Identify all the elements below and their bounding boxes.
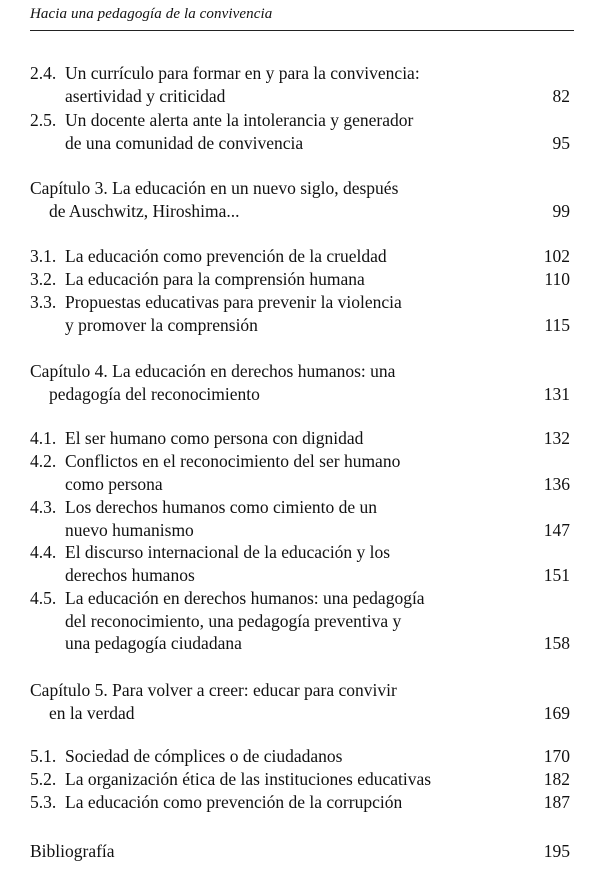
toc-entry-line <box>30 519 570 542</box>
toc-entry-line <box>30 314 570 337</box>
page-number: 169 <box>543 702 570 723</box>
page-number: 131 <box>543 383 570 404</box>
entry-title-text: pedagogía del reconocimiento <box>49 383 260 404</box>
toc-chapter-entry <box>30 679 570 724</box>
toc-entry-line <box>30 383 570 406</box>
toc-section-entry <box>30 268 570 291</box>
entry-title-text: nuevo humanismo <box>65 519 194 540</box>
page-number: 132 <box>543 428 570 448</box>
toc-chapter-entry <box>30 360 570 405</box>
entry-title-text: de una comunidad de convivencia <box>65 132 304 153</box>
entry-title-text: Conflictos en el reconocimiento del ser humano <box>65 451 401 471</box>
page-number: 182 <box>543 769 570 789</box>
entry-title-text: La educación como prevención de la corrupción <box>65 792 403 812</box>
section-number: 5.3. <box>30 792 57 812</box>
toc-entry-line <box>30 177 570 200</box>
toc-section-entry <box>30 245 570 268</box>
entry-title-text: La organización ética de las instituciones educativas <box>65 769 432 789</box>
toc-section-entry <box>30 587 570 655</box>
section-number: 3.2. <box>30 269 57 289</box>
toc-entry-line <box>30 360 570 383</box>
toc-entry-line <box>30 496 570 519</box>
toc-entry-line <box>30 268 570 291</box>
entry-title-text: Un currículo para formar en y para la convivencia: <box>65 63 420 83</box>
toc-entry-line <box>30 564 570 587</box>
entry-title-text: Un docente alerta ante la intolerancia y generador <box>65 110 414 130</box>
toc-section-entry <box>30 62 570 107</box>
page-number: 110 <box>544 269 570 289</box>
section-number: 3.3. <box>30 292 57 312</box>
page-number: 151 <box>543 564 570 585</box>
page-number: 82 <box>552 85 570 106</box>
entry-title-text: asertividad y criticidad <box>65 85 226 106</box>
page-number: 170 <box>543 746 570 766</box>
toc-entry-line <box>30 840 570 863</box>
section-number: 5.1. <box>30 746 57 766</box>
toc-section-entry <box>30 768 570 791</box>
page-number: 187 <box>543 792 570 812</box>
toc-entry-line <box>30 132 570 155</box>
entry-title-text: como persona <box>65 473 163 494</box>
entry-title-text: Capítulo 5. Para volver a creer: educar para convivir <box>30 680 397 700</box>
toc-section-entry <box>30 745 570 768</box>
section-number: 4.5. <box>30 588 57 608</box>
entry-title-text: Capítulo 3. La educación en un nuevo siglo, después <box>30 178 399 198</box>
toc-entry-line <box>30 473 570 496</box>
section-number: 4.3. <box>30 497 57 517</box>
entry-title-text: La educación como prevención de la crueldad <box>65 246 387 266</box>
page-number: 195 <box>543 841 570 861</box>
entry-title-text: El ser humano como persona con dignidad <box>65 428 364 448</box>
section-number: 4.4. <box>30 542 57 562</box>
toc-section-entry <box>30 291 570 336</box>
page-number: 102 <box>543 246 570 266</box>
toc-entry-line <box>30 109 570 132</box>
toc-entry-line <box>30 427 570 450</box>
running-header: Hacia una pedagogía de la convivencia <box>30 6 273 22</box>
section-number: 3.1. <box>30 246 57 266</box>
toc-entry-line <box>30 85 570 108</box>
toc-entry-line <box>30 632 570 655</box>
toc-entry-line <box>30 245 570 268</box>
entry-title-text: Los derechos humanos como cimiento de un <box>65 497 378 517</box>
page-number: 158 <box>543 633 570 653</box>
toc-section-entry <box>30 496 570 541</box>
section-number: 4.1. <box>30 428 57 448</box>
entry-title-text: de Auschwitz, Hiroshima... <box>49 200 240 221</box>
entry-title-text: derechos humanos <box>65 564 195 585</box>
page-number: 95 <box>552 132 570 153</box>
section-number: 2.4. <box>30 63 57 83</box>
entry-title-text: La educación en derechos humanos: una pedagogía <box>65 588 425 608</box>
toc-entry-line <box>30 587 570 610</box>
entry-title-text: del reconocimiento, una pedagogía preventiva y <box>65 610 402 631</box>
toc-entry-line <box>30 768 570 791</box>
section-number: 2.5. <box>30 110 57 130</box>
toc-entry-line <box>30 200 570 223</box>
toc-entry-line <box>30 679 570 702</box>
entry-title-text: Sociedad de cómplices o de ciudadanos <box>65 746 343 766</box>
page-number: 147 <box>543 519 570 540</box>
toc-chapter-entry <box>30 177 570 222</box>
toc-entry-line <box>30 291 570 314</box>
section-number: 5.2. <box>30 769 57 789</box>
toc-section-entry <box>30 541 570 586</box>
toc-entry-line <box>30 745 570 768</box>
toc-chapter-entry <box>30 840 570 863</box>
page-number: 115 <box>544 314 570 335</box>
section-number: 4.2. <box>30 451 57 471</box>
entry-title-text: y promover la comprensión <box>65 314 258 335</box>
toc-entry-line <box>30 62 570 85</box>
toc-entry-line <box>30 791 570 814</box>
page-number: 136 <box>543 473 570 494</box>
toc-section-entry <box>30 427 570 450</box>
entry-title-text: El discurso internacional de la educación y los <box>65 542 391 562</box>
toc-section-entry <box>30 450 570 495</box>
toc-entry-line <box>30 610 570 633</box>
page-number: 99 <box>552 200 570 221</box>
entry-title-text: Bibliografía <box>30 841 115 861</box>
entry-title-text: una pedagogía ciudadana <box>65 633 242 653</box>
toc-section-entry <box>30 109 570 154</box>
entry-title-text: Capítulo 4. La educación en derechos humanos: una <box>30 361 396 381</box>
entry-title-text: Propuestas educativas para prevenir la violencia <box>65 292 402 312</box>
toc-section-entry <box>30 791 570 814</box>
entry-title-text: en la verdad <box>49 702 135 723</box>
toc-entry-line <box>30 450 570 473</box>
toc-entry-line <box>30 541 570 564</box>
toc-entry-line <box>30 702 570 725</box>
entry-title-text: La educación para la comprensión humana <box>65 269 365 289</box>
